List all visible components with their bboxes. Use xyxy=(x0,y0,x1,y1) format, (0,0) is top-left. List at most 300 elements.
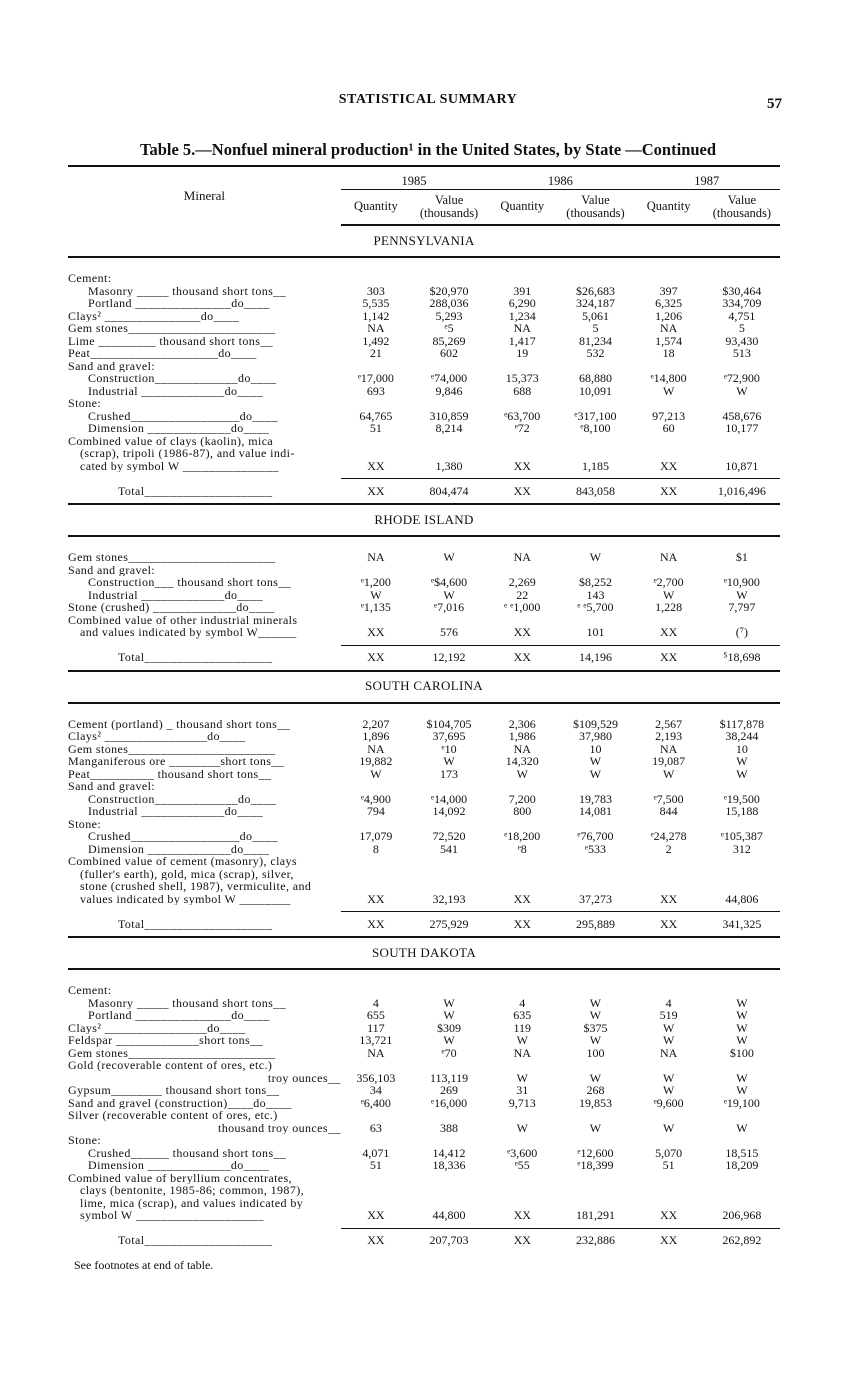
state-heading-row xyxy=(68,225,780,257)
quantity-cell: XX xyxy=(659,1208,678,1222)
column-header-quantity: Quantity xyxy=(341,190,411,226)
row-label: Gem stones_______________________ xyxy=(68,742,276,755)
quantity-cell xyxy=(487,1184,557,1197)
total-quantity-cell: XX xyxy=(634,479,704,505)
quantity-cell: 655 xyxy=(366,1008,385,1022)
spacer-cell xyxy=(68,703,780,718)
table-row xyxy=(68,1084,780,1097)
value-cell: 334,709 xyxy=(722,296,762,310)
column-header-year: 1986 xyxy=(487,166,633,190)
row-label: lime, mica (scrap), and values indicated by xyxy=(80,1196,304,1209)
quantity-cell: NA xyxy=(659,550,678,564)
quantity-cell: 34 xyxy=(369,1083,382,1097)
quantity-cell: 22 xyxy=(516,587,529,602)
quantity-cell xyxy=(341,880,411,893)
value-cell: 19,783 xyxy=(578,791,612,806)
value-cell: W xyxy=(736,1008,748,1022)
value-cell xyxy=(557,272,633,285)
quantity-cell xyxy=(341,397,411,410)
quantity-cell: 19,087 xyxy=(652,754,686,768)
row-label: Clays² _______________do____ xyxy=(68,309,240,322)
value-cell: 101 xyxy=(586,625,605,639)
value-cell: ᵉ10,900 xyxy=(723,575,760,589)
value-cell: W xyxy=(589,1070,602,1085)
quantity-cell: XX xyxy=(513,625,531,639)
quantity-cell: 117 xyxy=(367,1020,385,1035)
state-heading: SOUTH DAKOTA xyxy=(68,937,780,969)
table-body xyxy=(68,225,780,1253)
quantity-cell: W xyxy=(516,1120,528,1135)
row-label: Construction_____________do____ xyxy=(88,792,277,805)
quantity-cell: 519 xyxy=(659,1008,678,1022)
quantity-cell xyxy=(487,1134,557,1147)
quantity-cell: ᵉ18,200 xyxy=(504,829,541,843)
total-value-cell: ⁵18,698 xyxy=(704,645,780,671)
value-cell: 576 xyxy=(440,625,459,639)
quantity-cell: 97,213 xyxy=(652,408,686,423)
value-cell xyxy=(411,880,487,893)
value-cell: $309 xyxy=(437,1020,462,1035)
value-cell: 7,797 xyxy=(728,600,756,614)
value-cell xyxy=(557,1134,633,1147)
quantity-cell: ᵉ1,200 xyxy=(360,575,391,589)
value-cell: 602 xyxy=(440,346,459,360)
total-label: Total____________________ xyxy=(118,1233,273,1247)
value-cell: 85,269 xyxy=(432,333,466,348)
value-cell: ᵉ16,000 xyxy=(431,1095,468,1110)
quantity-cell: ᵉ55 xyxy=(514,1158,530,1172)
value-cell xyxy=(704,868,780,881)
value-cell: W xyxy=(736,383,748,398)
value-cell xyxy=(411,1059,487,1072)
quantity-cell: XX xyxy=(367,625,385,639)
quantity-cell: XX xyxy=(513,891,531,906)
quantity-cell: W xyxy=(662,587,675,602)
value-cell: 38,244 xyxy=(725,729,759,743)
value-cell: 541 xyxy=(440,841,459,856)
value-cell xyxy=(557,880,633,893)
spacer-cell xyxy=(68,257,780,272)
total-quantity-cell: XX xyxy=(341,479,411,505)
quantity-cell: 1,492 xyxy=(362,333,390,348)
quantity-cell xyxy=(634,435,704,448)
table-row xyxy=(68,1047,780,1060)
row-label: Feldspar _____________short tons__ xyxy=(68,1034,263,1047)
quantity-cell: 1,417 xyxy=(508,333,536,348)
value-cell: W xyxy=(443,754,455,768)
row-label: Gem stones_______________________ xyxy=(68,1046,276,1059)
quantity-cell: NA xyxy=(513,550,531,564)
quantity-cell: NA xyxy=(659,1045,678,1060)
value-cell: W xyxy=(736,587,748,602)
value-cell: ᵉ5 xyxy=(444,321,454,335)
quantity-cell: NA xyxy=(513,741,531,756)
quantity-cell: XX xyxy=(659,891,678,906)
total-value-cell: 295,889 xyxy=(557,912,633,938)
value-cell xyxy=(411,868,487,881)
value-cell xyxy=(411,1172,487,1185)
quantity-cell: XX xyxy=(513,458,531,473)
table-row xyxy=(68,447,780,460)
value-cell: W xyxy=(736,1120,748,1135)
row-label: Dimension _____________do____ xyxy=(88,1159,270,1172)
value-cell xyxy=(557,1059,633,1072)
table-row xyxy=(68,1172,780,1185)
value-cell xyxy=(704,435,780,448)
quantity-cell: 800 xyxy=(513,804,532,818)
quantity-cell: NA xyxy=(513,321,531,335)
total-value-cell: 843,058 xyxy=(557,479,633,505)
row-label: Clays² ________________do____ xyxy=(68,1021,246,1034)
column-header-value: Value (thousands) xyxy=(411,190,487,226)
row-label: Peat__________ thousand short tons__ xyxy=(68,767,272,780)
table-row xyxy=(68,843,780,856)
quantity-cell: 356,103 xyxy=(356,1070,396,1085)
value-cell: 173 xyxy=(440,766,459,781)
row-label: clays (bentonite, 1985-86; common, 1987), xyxy=(80,1184,305,1197)
row-label: Lime _________ thousand short tons__ xyxy=(68,334,274,347)
quantity-cell: 2,269 xyxy=(508,575,536,589)
value-cell: 10 xyxy=(589,741,602,756)
row-label: stone (crushed shell, 1987), vermiculite, and xyxy=(80,880,312,893)
quantity-cell: 2,306 xyxy=(508,716,536,731)
value-cell: 1,185 xyxy=(581,458,609,473)
total-quantity-cell: XX xyxy=(634,1228,704,1253)
row-label: Sand and gravel: xyxy=(68,780,156,793)
value-cell: 1,380 xyxy=(435,458,463,473)
state-heading-row xyxy=(68,671,780,703)
value-cell: 312 xyxy=(732,841,751,856)
quantity-cell xyxy=(341,1059,411,1072)
column-header-value: Value (thousands) xyxy=(557,190,633,226)
value-cell: 8,214 xyxy=(435,421,463,435)
quantity-cell xyxy=(341,447,411,460)
row-label: Sand and gravel (construction)____do____ xyxy=(68,1096,292,1109)
table-row xyxy=(68,1034,780,1047)
spacer-row xyxy=(68,969,780,984)
row-label: cated by symbol W _______________ xyxy=(80,459,279,472)
row-label: Cement (portland) _ thousand short tons__ xyxy=(68,717,291,730)
table-row xyxy=(68,1159,780,1172)
row-label: Gypsum________ thousand short tons__ xyxy=(68,1084,280,1097)
quantity-cell: 635 xyxy=(513,1008,532,1022)
value-cell: ᵉ19,100 xyxy=(723,1095,760,1110)
quantity-cell xyxy=(341,780,411,793)
value-cell xyxy=(557,868,633,881)
quantity-cell xyxy=(341,855,411,868)
quantity-cell xyxy=(634,1184,704,1197)
row-label: Portland _______________do____ xyxy=(88,1009,270,1022)
value-cell: 10,091 xyxy=(578,383,612,398)
quantity-cell xyxy=(487,868,557,881)
total-row xyxy=(68,479,780,505)
quantity-cell: 6,325 xyxy=(655,296,683,310)
total-row xyxy=(68,1228,780,1253)
total-row xyxy=(68,645,780,671)
row-label: Industrial _____________do____ xyxy=(88,588,263,601)
row-label: Crushed_________________do____ xyxy=(88,409,278,422)
row-label: Industrial _____________do____ xyxy=(88,384,263,397)
quantity-cell: 5,535 xyxy=(362,296,390,310)
value-cell: W xyxy=(736,1083,748,1097)
quantity-cell xyxy=(634,1059,704,1072)
value-cell xyxy=(557,397,633,410)
quantity-cell xyxy=(341,984,411,997)
quantity-cell: 9,713 xyxy=(508,1095,536,1110)
table-row xyxy=(68,1209,780,1222)
value-cell: $1 xyxy=(735,550,748,564)
value-cell: 10 xyxy=(735,741,748,756)
quantity-cell: 119 xyxy=(513,1020,532,1035)
quantity-cell: NA xyxy=(659,741,678,756)
value-cell: ᵉ10 xyxy=(441,741,457,756)
value-cell: 9,846 xyxy=(435,383,463,398)
value-cell: ᵉ$4,600 xyxy=(431,575,468,589)
total-quantity-cell: XX xyxy=(634,645,704,671)
table-row xyxy=(68,1122,780,1135)
table-row xyxy=(68,551,780,564)
table-row xyxy=(68,780,780,793)
value-cell: 5 xyxy=(592,321,599,335)
value-cell: $375 xyxy=(583,1020,608,1035)
quantity-cell: NA xyxy=(659,321,678,335)
row-label: Industrial _____________do____ xyxy=(88,805,263,818)
value-cell: 44,806 xyxy=(725,891,759,906)
quantity-cell xyxy=(487,447,557,460)
total-quantity-cell: XX xyxy=(487,912,557,938)
quantity-cell: 15,373 xyxy=(505,371,539,385)
value-cell: W xyxy=(443,995,455,1010)
value-cell: ᵉ72,900 xyxy=(723,371,760,385)
row-label: (fuller's earth), gold, mica (scrap), silver, xyxy=(80,867,294,880)
value-cell: W xyxy=(589,550,602,564)
value-cell: ᵉ12,600 xyxy=(577,1145,614,1160)
quantity-cell: W xyxy=(662,1083,675,1097)
value-cell xyxy=(411,780,487,793)
quantity-cell: 2,193 xyxy=(655,729,683,743)
value-cell xyxy=(704,1172,780,1185)
value-cell: W xyxy=(589,1008,602,1022)
column-header-mineral: Mineral xyxy=(68,166,341,225)
quantity-cell: 64,765 xyxy=(359,408,393,423)
state-heading: SOUTH CAROLINA xyxy=(68,671,780,703)
quantity-cell: 8 xyxy=(372,841,379,856)
value-cell xyxy=(704,397,780,410)
value-cell: W xyxy=(443,550,455,564)
quantity-cell: 688 xyxy=(513,383,532,398)
value-cell xyxy=(411,984,487,997)
quantity-cell: ᵉ9,600 xyxy=(653,1095,684,1110)
spacer-cell xyxy=(68,969,780,984)
value-cell xyxy=(704,1059,780,1072)
table-row xyxy=(68,730,780,743)
row-label: Combined value of cement (masonry), clays xyxy=(68,855,298,868)
value-cell xyxy=(704,855,780,868)
table-row xyxy=(68,626,780,639)
value-cell: 5 xyxy=(738,321,745,335)
total-value-cell: 804,474 xyxy=(411,479,487,505)
value-cell xyxy=(557,435,633,448)
quantity-cell: W xyxy=(370,766,382,781)
quantity-cell xyxy=(487,1059,557,1072)
value-cell: 532 xyxy=(586,346,605,360)
quantity-cell: 4 xyxy=(372,995,379,1010)
table-row xyxy=(68,422,780,435)
row-label: Crushed_________________do____ xyxy=(88,830,278,843)
value-cell: $30,464 xyxy=(722,283,762,298)
quantity-cell xyxy=(634,880,704,893)
quantity-cell: 60 xyxy=(662,421,675,435)
value-cell: 4,751 xyxy=(728,308,756,323)
row-label: (scrap), tripoli (1986-87), and value indi- xyxy=(80,447,295,460)
value-cell: 44,800 xyxy=(432,1208,466,1222)
quantity-cell: 51 xyxy=(662,1158,675,1172)
value-cell: (⁷) xyxy=(735,625,748,639)
quantity-cell: 2,207 xyxy=(362,716,390,731)
row-label: Construction_____________do____ xyxy=(88,372,277,385)
value-cell: W xyxy=(589,1120,602,1135)
value-cell: ᵉ ᵉ5,700 xyxy=(577,600,614,614)
quantity-cell xyxy=(341,435,411,448)
quantity-cell: XX xyxy=(367,891,385,906)
value-cell: 100 xyxy=(586,1045,605,1060)
quantity-cell xyxy=(634,1172,704,1185)
row-label: Peat____________________do____ xyxy=(68,347,257,360)
value-cell: 18,336 xyxy=(432,1158,466,1172)
state-heading: PENNSYLVANIA xyxy=(68,225,780,257)
value-cell: 14,092 xyxy=(432,804,466,818)
quantity-cell: ᵉ17,000 xyxy=(357,371,394,385)
value-cell: $8,252 xyxy=(578,575,612,589)
value-cell: W xyxy=(589,766,602,781)
value-cell xyxy=(557,1109,633,1122)
row-label: Dimension _____________do____ xyxy=(88,842,270,855)
row-label: Cement: xyxy=(68,272,112,285)
quantity-cell: 4,071 xyxy=(362,1145,390,1160)
quantity-cell: 794 xyxy=(366,804,385,818)
row-label: Gold (recoverable content of ores, etc.) xyxy=(68,1059,273,1072)
total-quantity-cell: XX xyxy=(634,912,704,938)
total-value-cell: 262,892 xyxy=(704,1228,780,1253)
spacer-row xyxy=(68,257,780,272)
row-label: Combined value of other industrial minerals xyxy=(68,613,298,626)
value-cell: W xyxy=(736,766,748,781)
row-label: thousand troy ounces__ xyxy=(217,1121,341,1134)
value-cell: 5,293 xyxy=(435,308,463,323)
quantity-cell xyxy=(341,1109,411,1122)
quantity-cell: 1,896 xyxy=(362,729,390,743)
column-header-year: 1985 xyxy=(341,166,487,190)
value-cell: W xyxy=(589,754,602,768)
production-table-wrapper xyxy=(68,165,780,1253)
row-label: Sand and gravel: xyxy=(68,359,156,372)
quantity-cell: ᵉ7,500 xyxy=(653,791,684,806)
value-cell: 5,061 xyxy=(581,308,609,323)
table-row xyxy=(68,1059,780,1072)
quantity-cell xyxy=(487,880,557,893)
quantity-cell: XX xyxy=(659,458,678,473)
row-label: Stone: xyxy=(68,397,102,410)
quantity-cell xyxy=(634,984,704,997)
table-header xyxy=(68,166,780,225)
quantity-cell: W xyxy=(662,766,675,781)
state-heading: RHODE ISLAND xyxy=(68,504,780,536)
row-label: Clays² ________________do____ xyxy=(68,730,246,743)
value-cell: ᵉ14,000 xyxy=(431,791,468,806)
quantity-cell: 303 xyxy=(366,283,385,298)
row-label: Portland _______________do____ xyxy=(88,297,270,310)
total-value-cell: 207,703 xyxy=(411,1228,487,1253)
quantity-cell: ᵉ14,800 xyxy=(650,371,687,385)
column-header-quantity: Quantity xyxy=(634,190,704,226)
value-cell: ᵉ76,700 xyxy=(577,829,614,843)
table-row xyxy=(68,460,780,473)
quantity-cell: ᵉ6,400 xyxy=(360,1095,391,1110)
table-row xyxy=(68,893,780,906)
row-label: Stone: xyxy=(68,1134,102,1147)
total-value-cell: 341,325 xyxy=(704,912,780,938)
footnote: See footnotes at end of table. xyxy=(74,1258,214,1272)
table-row xyxy=(68,601,780,614)
quantity-cell: ᵉ72 xyxy=(514,421,530,435)
value-cell: ᵉ533 xyxy=(584,841,606,856)
quantity-cell: 14,320 xyxy=(505,754,539,768)
row-label: and values indicated by symbol W______ xyxy=(80,626,297,639)
value-cell xyxy=(557,780,633,793)
value-cell: W xyxy=(443,1033,455,1047)
value-cell xyxy=(557,1184,633,1197)
value-cell: ᵉ105,387 xyxy=(720,829,763,843)
value-cell xyxy=(411,397,487,410)
table-row xyxy=(68,1184,780,1197)
quantity-cell: 693 xyxy=(366,383,385,398)
quantity-cell xyxy=(341,1134,411,1147)
table-row xyxy=(68,830,780,843)
value-cell: W xyxy=(736,995,748,1010)
value-cell: W xyxy=(736,1033,748,1047)
table-row xyxy=(68,1009,780,1022)
column-header-year: 1987 xyxy=(634,166,780,190)
quantity-cell: 397 xyxy=(659,283,678,298)
value-cell: $26,683 xyxy=(575,283,615,298)
value-cell: 14,081 xyxy=(578,804,612,818)
state-heading-row xyxy=(68,504,780,536)
value-cell xyxy=(704,984,780,997)
quantity-cell xyxy=(487,435,557,448)
quantity-cell xyxy=(634,447,704,460)
table-row xyxy=(68,322,780,335)
value-cell: ᵉ317,100 xyxy=(574,408,617,423)
value-cell: 18,515 xyxy=(725,1145,759,1160)
value-cell xyxy=(704,880,780,893)
value-cell xyxy=(411,1184,487,1197)
quantity-cell: 21 xyxy=(369,346,382,360)
total-row xyxy=(68,912,780,938)
quantity-cell: 13,721 xyxy=(359,1033,393,1047)
value-cell xyxy=(704,1184,780,1197)
quantity-cell: W xyxy=(662,1033,675,1047)
value-cell xyxy=(704,447,780,460)
quantity-cell: XX xyxy=(367,458,385,473)
value-cell xyxy=(411,1134,487,1147)
quantity-cell: NA xyxy=(367,741,385,756)
value-cell: 19,853 xyxy=(578,1095,612,1110)
table-row xyxy=(68,435,780,448)
quantity-cell: NA xyxy=(513,1045,531,1060)
value-cell xyxy=(704,1134,780,1147)
table-row xyxy=(68,347,780,360)
quantity-cell: 31 xyxy=(516,1083,529,1097)
